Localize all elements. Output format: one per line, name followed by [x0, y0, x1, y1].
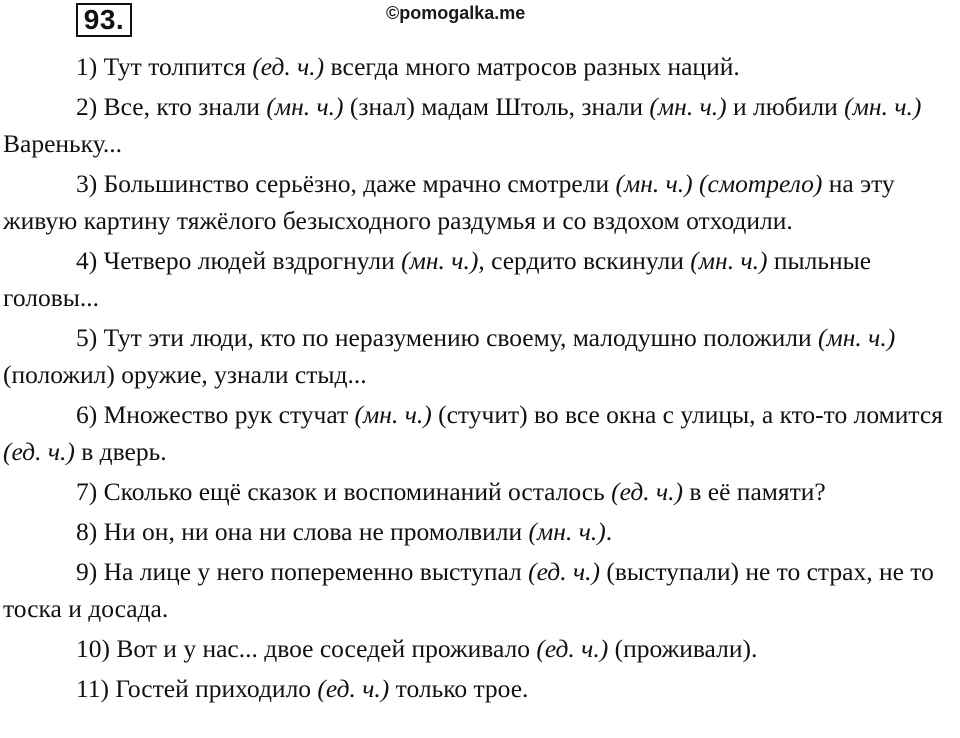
sentence-text: (стучит) во все окна с улицы, а кто-то ломится [431, 400, 950, 429]
grammar-note: (мн. ч.) [266, 92, 344, 121]
sentence-text: всегда много матросов разных наций. [324, 52, 740, 81]
sentence-text: 4) Четверо людей вздрогнули [76, 246, 402, 275]
sentence-item [3, 553, 953, 627]
sentence-text: в дверь. [74, 437, 167, 466]
sentence-item [3, 48, 953, 85]
sentence-text: 7) Сколько ещё сказок и воспоминаний осталось [76, 477, 612, 506]
sentence-item [3, 396, 953, 470]
sentence-text: только трое. [389, 674, 529, 703]
sentence-text: 8) Ни он, ни она ни слова не промолвили [76, 517, 529, 546]
exercise-number-box: 93. [76, 3, 132, 37]
sentence-text: Вареньку... [3, 92, 928, 158]
sentence-text: 10) Вот и у нас... двое соседей проживало [76, 634, 537, 663]
grammar-note: (мн. ч.) [354, 400, 432, 429]
grammar-note: (ед. ч.) [536, 634, 609, 663]
grammar-note: (мн. ч.) (смотрело) [615, 169, 823, 198]
sentence-item [3, 670, 953, 707]
sentence-item [3, 473, 953, 510]
sentence-text: (проживали). [608, 634, 758, 663]
watermark: ©pomogalka.me [386, 3, 526, 23]
sentence-text: пыльные головы... [3, 246, 878, 312]
sentence-text: (выступали) не то страх, не то тоска и досада. [3, 557, 941, 623]
grammar-note: (ед. ч.) [3, 437, 75, 466]
grammar-note: (ед. ч.) [317, 674, 390, 703]
sentence-text: , сердито вскинули [478, 246, 691, 275]
sentence-text: (знал) мадам Штоль, знали [343, 92, 650, 121]
sentence-item [3, 165, 953, 239]
sentence-text: 5) Тут эти люди, кто по неразумению своему, малодушно положили [76, 323, 819, 352]
grammar-note: (мн. ч.) [649, 92, 727, 121]
sentence-item [3, 630, 953, 667]
grammar-note: (мн. ч.) [818, 323, 896, 352]
grammar-note: (ед. ч.) [611, 477, 683, 506]
sentence-text: и любили [726, 92, 845, 121]
grammar-note: (ед. ч.) [252, 52, 325, 81]
grammar-note: (мн. ч.) [401, 246, 479, 275]
sentence-text: (положил) оружие, узнали стыд... [3, 323, 902, 389]
exercise-text [3, 48, 953, 710]
sentence-text: 1) Тут толпится [76, 52, 253, 81]
sentence-item [3, 88, 953, 162]
sentence-text: . [605, 517, 613, 546]
sentence-text: 2) Все, кто знали [76, 92, 267, 121]
sentence-item [3, 319, 953, 393]
sentence-text: 6) Множество рук стучат [76, 400, 355, 429]
sentence-text: в её памяти? [683, 477, 826, 506]
grammar-note: (мн. ч.) [690, 246, 768, 275]
sentence-text: 9) На лице у него попеременно выступал [76, 557, 529, 586]
grammar-note: (мн. ч.) [844, 92, 922, 121]
sentence-text: 3) Большинство серьёзно, даже мрачно смотрели [76, 169, 616, 198]
sentence-item [3, 242, 953, 316]
sentence-text: на эту живую картину тяжёлого безысходного раздумья и со вздохом отходили. [3, 169, 901, 235]
grammar-note: (мн. ч.) [528, 517, 606, 546]
sentence-text: 11) Гостей приходило [76, 674, 318, 703]
sentence-item [3, 513, 953, 550]
grammar-note: (ед. ч.) [528, 557, 600, 586]
